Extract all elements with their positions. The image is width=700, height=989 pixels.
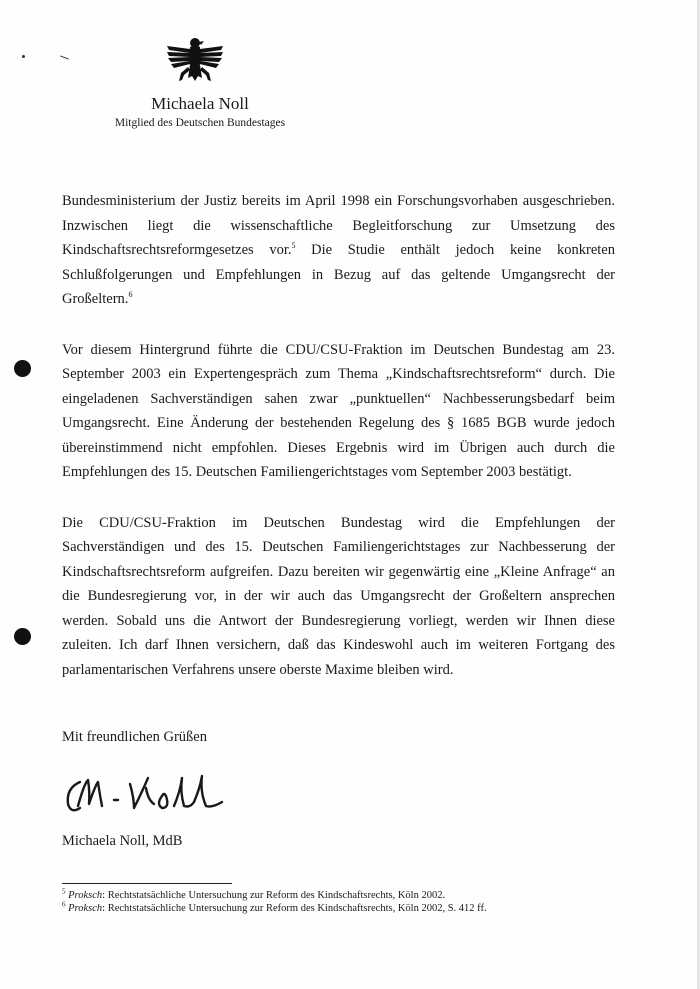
handwritten-signature bbox=[62, 762, 242, 822]
footnote-ref-5: 5 bbox=[291, 241, 296, 251]
footnote: $^5$ Proksch: Rechtstatsächliche Untersuchung zur Reform des Kindschaftsrechts, Köln 2002. bbox=[62, 887, 446, 901]
punch-hole-top bbox=[14, 360, 31, 377]
signer-name: Michaela Noll, MdB bbox=[62, 833, 183, 849]
footnotes bbox=[62, 889, 487, 915]
paragraph-3: Die CDU/CSU-Fraktion im Deutschen Bundestag wird die Empfehlungen der Sachverständigen und des 15. Deutschen Familiengerichtstages zur Nachbesserung der Kindschaftsrechtsreform aufgreifen. Dazu bereiten wir gegenwärtig eine „Kleine Anfrage“ an die Bundesregierung vor, in der wir auch das Umgangsrecht der Großeltern ansprechen werden. Sobald uns die Antwort der Bundesregierung vorliegt, werden wir Ihnen diese zuleiten. Ich darf Ihnen versichern, daß das Kindeswohl auch im weiteren Fortgang des parlamentarischen Verfahrens unsere oberste Maxime bleiben wird. bbox=[62, 514, 615, 678]
letterhead-subtitle: Mitglied des Deutschen Bundestages bbox=[114, 117, 286, 129]
footnote-divider bbox=[62, 883, 232, 884]
scan-speck bbox=[60, 55, 69, 59]
punch-hole-bottom bbox=[14, 628, 31, 645]
federal-eagle-icon bbox=[164, 36, 226, 88]
paragraph-2: Vor diesem Hintergrund führte die CDU/CSU-Fraktion im Deutschen Bundestag am 23. September 2003 ein Expertengespräch zum Thema „Kindschaftsrechtsreform“ durch. Die eingeladenen Sachverständigen sahen zwar „punktuellen“ Nachbesserungsbedarf beim Umgangsrecht. Eine Änderung der bestehenden Regelung des § 1685 BGB wurde jedoch übereinstimmend nicht empfohlen. Dieses Ergebnis wird im Übrigen auch durch die Empfehlungen des 15. Deutschen Familiengerichtstages vom September 2003 bestätigt. bbox=[62, 341, 615, 480]
footnote: $^6$ Proksch: Rechtstatsächliche Untersuchung zur Reform des Kindschaftsrechts, Köln 2002, S. 412 ff. bbox=[62, 900, 487, 914]
closing-salutation: Mit freundlichen Grüßen bbox=[62, 729, 207, 745]
scan-speck bbox=[22, 55, 25, 58]
footnote-ref-6: 6 bbox=[128, 290, 133, 300]
paragraph-1: Bundesministerium der Justiz bereits im April 1998 ein Forschungsvorhaben ausgeschrieben. Inzwischen liegt die wissenschaftliche Begleitforschung zur Umsetzung des Kindschaftsrechtsreformgesetzes vor.$^5$ Die Studie enthält jedoch keine konkreten Schlußfolgerungen und Empfehlungen in Bezug auf das geltende Umgangsrecht der Großeltern.$^6$ bbox=[62, 193, 615, 307]
letterhead-name: Michaela Noll bbox=[151, 94, 249, 113]
letter-body bbox=[62, 189, 615, 682]
